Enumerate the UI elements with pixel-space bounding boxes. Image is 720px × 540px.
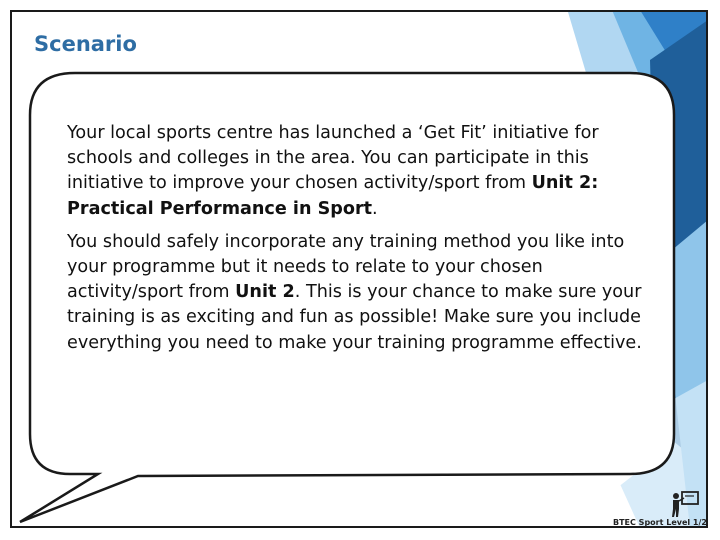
scenario-paragraph-2: You should safely incorporate any training method you like into your programme but it needs to relate to your chosen activity/sport from Unit 2. This is your chance to make sure your training is as exciting and fun as possible! Make sure you include everything you need to make your training programme effective. [67,231,642,353]
scenario-text [67,121,657,364]
slide-title: Scenario [34,32,137,56]
coach-whiteboard-icon [670,490,700,518]
scenario-paragraph-1: Your local sports centre has launched a ‘Get Fit’ initiative for schools and colleges in the area. You can participate in this initiative to improve your chosen activity/sport from Unit 2: Practical Performance in Sport. [67,123,599,219]
footer-label: BTEC Sport Level 1/2 [613,518,707,527]
unit-2-bold: Unit 2 [235,282,295,303]
unit-reference-bold: Unit 2: Practical Performance in Sport [67,173,599,219]
